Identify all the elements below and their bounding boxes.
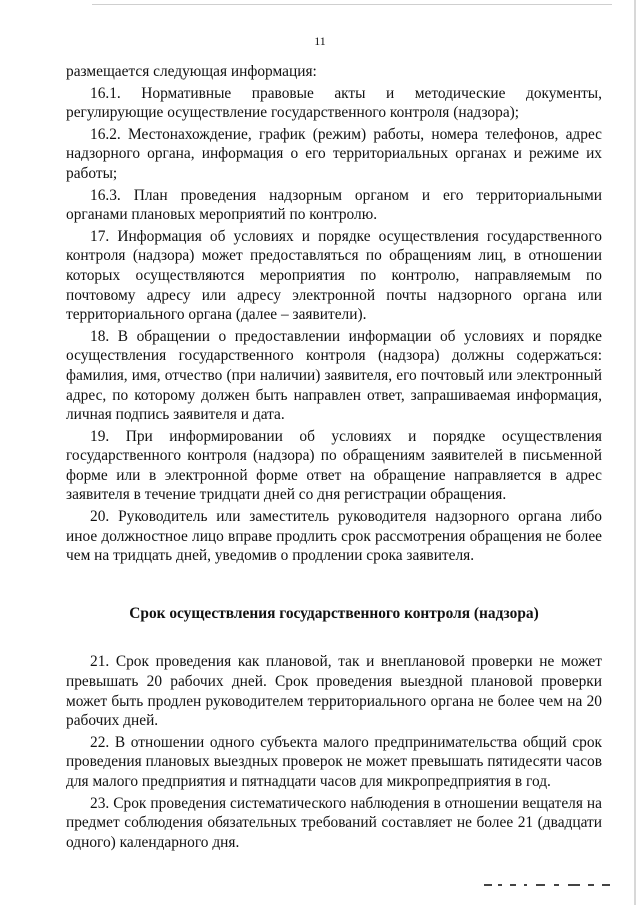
paragraph-16-3: 16.3. План проведения надзорным органом и его территориальными органами плановых мероприятий по контролю. (66, 186, 602, 224)
paragraph-23: 23. Срок проведения систематического наблюдения в отношении вещателя на предмет соблюдения обязательных требований составляет не более 21 (двадцати одного) календарного дня. (66, 794, 602, 851)
paragraph-19: 19. При информировании об условиях и порядке осуществления государственного контроля (надзора) по обращениям заявителей в письменной форме или в электронной форме ответ на обращение направляется в адрес заявителя в течение тридцати дней со дня регистрации обращения. (66, 427, 602, 504)
scan-artifact (484, 880, 614, 890)
paragraph-16-1: 16.1. Нормативные правовые акты и методические документы, регулирующие осуществление государственного контроля (надзора); (66, 84, 602, 122)
paragraph-17: 17. Информация об условиях и порядке осуществления государственного контроля (надзора) может предоставляться по обращениям лиц, в отношении которых осуществляются мероприятия по контролю, направляемым по почтовому адресу или адресу электронной почты надзорного органа или территориального органа (далее – заявители). (66, 227, 602, 324)
paragraph-18: 18. В обращении о предоставлении информации об условиях и порядке осуществления государственного контроля (надзора) должны содержаться: фамилия, имя, отчество (при наличии) заявителя, его почтовый или электронный адрес, по которому должен быть направлен ответ, запрашиваемая информация, личная подпись заявителя и дата. (66, 327, 602, 424)
page-number: 11 (314, 34, 326, 48)
paragraph-20: 20. Руководитель или заместитель руководителя надзорного органа либо иное должностное лицо вправе продлить срок рассмотрения обращения не более чем на тридцать дней, уведомив о продлении срока заявителя. (66, 508, 602, 565)
document-body (66, 62, 602, 854)
scan-border-right (634, 0, 636, 905)
paragraph-16-2: 16.2. Местонахождение, график (режим) работы, номера телефонов, адрес надзорного органа, информация о его территориальных органах и режиме их работы; (66, 125, 602, 182)
paragraph-continuation: размещается следующая информация: (66, 63, 317, 80)
scan-border-top (92, 4, 612, 5)
paragraph-21: 21. Срок проведения как плановой, так и внеплановой проверки не может превышать 20 рабочих дней. Срок проведения выездной плановой проверки может быть продлен руководителем территориального органа не более чем на 20 рабочих дней. (66, 653, 602, 730)
paragraph-22: 22. В отношении одного субъекта малого предпринимательства общий срок проведения плановых выездных проверок не может превышать пятидесяти часов для малого предприятия и пятнадцати часов для микропредприятия в год. (66, 733, 602, 790)
section-title: Срок осуществления государственного контроля (надзора) (129, 604, 539, 622)
